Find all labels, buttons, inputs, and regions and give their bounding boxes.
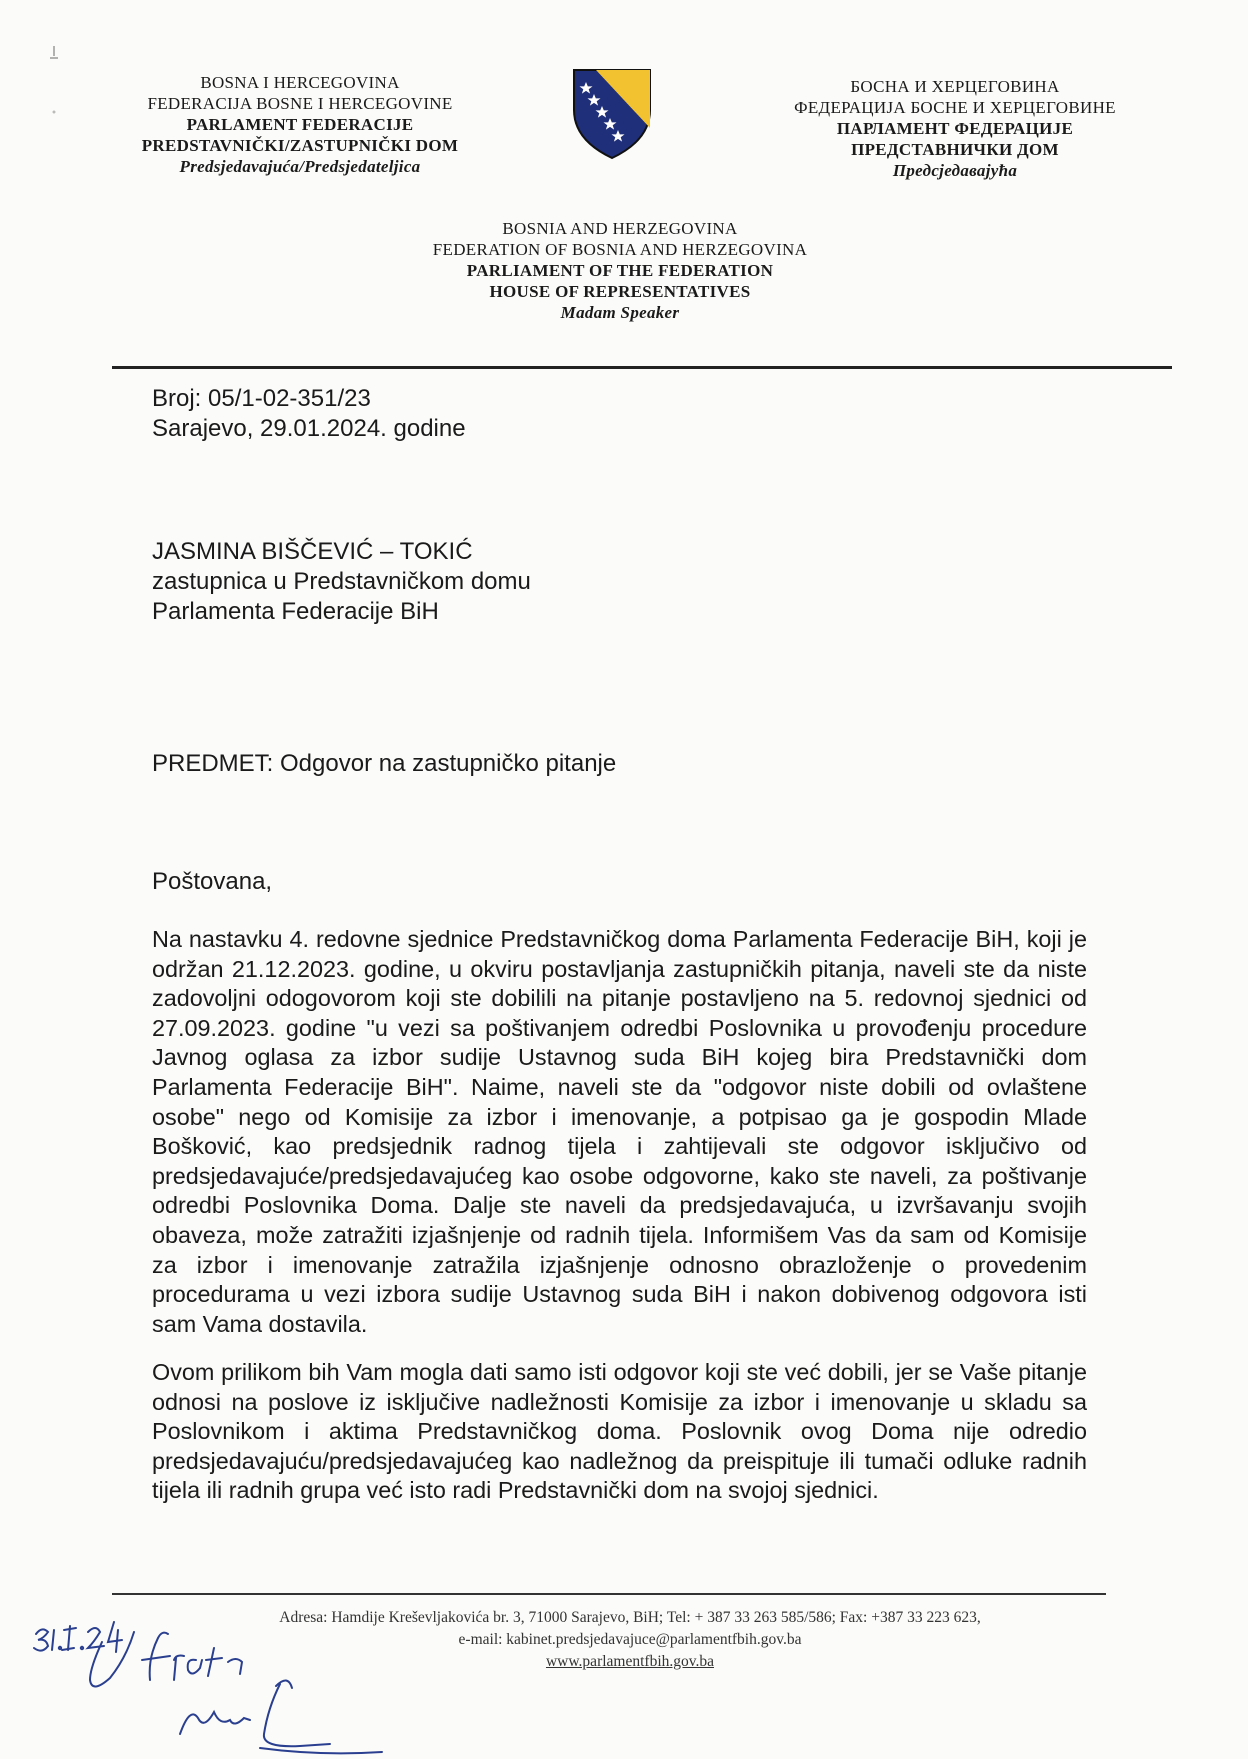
header-latin-house: PREDSTAVNIČKI/ZASTUPNIČKI DOM	[141, 136, 459, 155]
header-english-house: HOUSE OF REPRESENTATIVES	[489, 282, 751, 301]
header-cyrillic	[745, 76, 1165, 181]
recipient-name: JASMINA BIŠČEVIĆ – TOKIĆ	[152, 538, 473, 565]
body-paragraph: Na nastavku 4. redovne sjednice Predstavničkog doma Parlamenta Federacije BiH, koji je održan 21.12.2023. godine, u okviru postavljanja zastupničkih pitanja, naveli ste da niste zadovoljni odogovorom koji ste dobilili na pitanje postavljeno na 5. redovnoj sjednici od 27.09.2023. godine "u vezi sa poštivanjem odredbi Poslovnika u provođenju procedure Javnog oglasa za izbor sudije Ustavnog suda BiH kojeg bira Predstavnički dom Parlamenta Federacije BiH". Naime, naveli ste da "odgovor niste dobili od ovlaštene osobe" nego od Komisije za izbor i imenovanje, a potpisao ga je gospodin Mlade Bošković, kao predsjednik radnog tijela i zahtijevali ste odgovor isključivo od predsjedavajuće/predsjedavajućeg kao osobe odgovorne, kako ste naveli, za poštivanje odredbi Poslovnika Doma. Dalje ste naveli da predsjedavajuća, u izvršavanju svojih obaveza, može zatražiti izjašnjenje od radnih tijela. Informišem Vas da sam od Komisije za izbor i imenovanje zatražila izjašnjenje odnosno obrazloženje o provedenim procedurama u vezi izbora sudije Ustavnog suda BiH i nakon dobivenog odgovora isti sam Vama dostavila.	[152, 926, 1087, 1337]
header-english	[340, 218, 900, 323]
coat-of-arms-icon	[572, 68, 652, 160]
header-latin-country: BOSNA I HERCEGOVINA	[200, 73, 400, 92]
footer-address: Adresa: Hamdije Kreševljakovića br. 3, 71000 Sarajevo, BiH; Tel: + 387 33 263 585/586; Fax: +387 33 223 623,	[279, 1609, 981, 1626]
header-cyrillic-house: ПРЕДСТАВНИЧКИ ДОМ	[851, 140, 1059, 159]
body-paragraph: Ovom prilikom bih Vam mogla dati samo isti odgovor koji ste već dobili, jer se Vaše pitanje odnosi na poslove iz isključive nadležnosti Komisije za izbor i imenovanje u skladu sa Poslovnikom i aktima Predstavničkog doma. Poslovnik ovog Doma nije odredio predsjedavajuću/predsjedavajućeg kao nadležnog da preispituje ili tumači odluke radnih tijela ili radnih grupa već isto radi Predstavnički dom na svojoj sjednici.	[152, 1359, 1087, 1504]
recipient-role: zastupnica u Predstavničkom domu	[152, 568, 531, 595]
header-cyrillic-office: Предсједавајућа	[892, 161, 1018, 180]
header-cyrillic-country: БОСНА И ХЕРЦЕГОВИНА	[850, 77, 1060, 96]
header-divider	[112, 366, 1172, 369]
footer-website-link[interactable]: www.parlamentfbih.gov.ba	[545, 1653, 714, 1670]
header-latin-federation: FEDERACIJA BOSNE I HERCEGOVINE	[147, 94, 453, 113]
header-english-country: BOSNIA AND HERZEGOVINA	[502, 219, 738, 238]
reference-block	[152, 384, 1087, 444]
footer-email: e-mail: kabinet.predsjedavajuce@parlamentfbih.gov.ba	[458, 1631, 802, 1648]
header-latin	[100, 72, 500, 177]
scan-artifact	[48, 44, 60, 124]
salutation: Poštovana,	[152, 868, 273, 895]
handwritten-signature	[30, 1608, 390, 1758]
recipient-block	[152, 537, 1087, 627]
header-english-federation: FEDERATION OF BOSNIA AND HERZEGOVINA	[432, 240, 808, 259]
header-latin-parliament: PARLAMENT FEDERACIJE	[186, 115, 414, 134]
reference-number: Broj: 05/1-02-351/23	[152, 385, 371, 412]
header-english-parliament: PARLIAMENT OF THE FEDERATION	[466, 261, 774, 280]
header-cyrillic-federation: ФЕДЕРАЦИЈА БОСНЕ И ХЕРЦЕГОВИНЕ	[794, 98, 1116, 117]
reference-place-date: Sarajevo, 29.01.2024. godine	[152, 415, 466, 442]
footer-divider	[112, 1593, 1106, 1595]
header-cyrillic-parliament: ПАРЛАМЕНТ ФЕДЕРАЦИЈЕ	[836, 119, 1074, 138]
subject-line: PREDMET: Odgovor na zastupničko pitanje	[152, 750, 617, 777]
header-latin-office: Predsjedavajuća/Predsjedateljica	[179, 157, 421, 176]
recipient-body: Parlamenta Federacije BiH	[152, 598, 439, 625]
header-english-office: Madam Speaker	[560, 303, 680, 322]
